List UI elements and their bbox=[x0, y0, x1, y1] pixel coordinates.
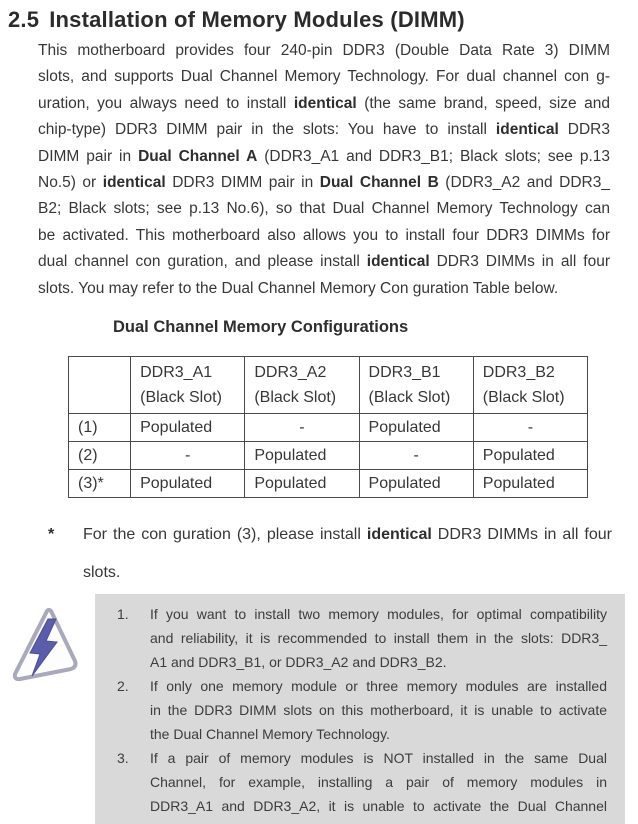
text-line: slots, and supports Dual Channel Memory Technology. For dual channel con g- bbox=[38, 68, 610, 86]
note-item bbox=[117, 674, 607, 746]
text-line: If only one memory module or three memory modules are installed bbox=[150, 678, 607, 695]
footnote-text bbox=[83, 516, 612, 592]
table-cell: Populated bbox=[131, 414, 245, 442]
section-heading bbox=[8, 7, 638, 33]
table-header-row bbox=[69, 357, 588, 414]
table-row bbox=[69, 470, 588, 498]
note-item bbox=[117, 746, 607, 818]
footnote bbox=[48, 516, 612, 592]
table-column-header: DDR3_A2 (Black Slot) bbox=[245, 357, 359, 414]
note-number: 3. bbox=[117, 750, 129, 767]
text-line: in the DDR3 DIMM slots on this motherboard, it is unable to activate bbox=[150, 702, 607, 719]
section-title: Installation of Memory Modules (DIMM) bbox=[49, 7, 465, 32]
text-line: be activated. This motherboard also allows you to install four DDR3 DIMMs for bbox=[38, 226, 610, 244]
table-column-header: DDR3_B2 (Black Slot) bbox=[473, 357, 587, 414]
text-line: DDR3_A1 and DDR3_A2, it is unable to activate the Dual Channel bbox=[150, 798, 607, 815]
text-line: This motherboard provides four 240-pin DDR3 (Double Data Rate 3) DIMM bbox=[38, 42, 610, 59]
text-line: slots. You may refer to the Dual Channel Memory Con guration Table below. bbox=[38, 279, 559, 297]
table-cell: Populated bbox=[359, 470, 473, 498]
table-cell: Populated bbox=[131, 470, 245, 498]
table-corner-cell bbox=[69, 357, 131, 414]
table-body bbox=[69, 414, 588, 498]
table-cell: Populated bbox=[245, 442, 359, 470]
text-line: No.5) or identical DDR3 DIMM pair in Dual Channel B (DDR3_A2 and DDR3_ bbox=[38, 174, 610, 192]
text-line: B2; Black slots; see p.13 No.6), so that Dual Channel Memory Technology can bbox=[38, 200, 610, 218]
note-text bbox=[150, 674, 607, 746]
table-cell: Populated bbox=[473, 470, 587, 498]
text-line: If a pair of memory modules is NOT installed in the same Dual bbox=[150, 750, 607, 767]
table-row bbox=[69, 442, 588, 470]
text-line: DIMM pair in Dual Channel A (DDR3_A1 and DDR3_B1; Black slots; see p.13 bbox=[38, 147, 610, 165]
footnote-asterisk: * bbox=[48, 526, 55, 544]
text-line: For the con guration (3), please install identical DDR3 DIMMs in all four bbox=[83, 526, 612, 544]
text-line: If you want to install two memory modules, for optimal compatibility bbox=[150, 606, 607, 623]
note-item bbox=[117, 602, 607, 674]
text-line: A1 and DDR3_B1, or DDR3_A2 and DDR3_B2. bbox=[150, 654, 447, 671]
table-title: Dual Channel Memory Configurations bbox=[113, 318, 409, 337]
notes-panel bbox=[95, 594, 625, 824]
text-line: uration, you always need to install identical (the same brand, speed, size and bbox=[38, 94, 610, 112]
table-row bbox=[69, 414, 588, 442]
text-line: the Dual Channel Memory Technology. bbox=[150, 726, 390, 743]
text-line: Channel, for example, installing a pair of memory modules in bbox=[150, 774, 607, 791]
table-cell: Populated bbox=[359, 414, 473, 442]
table-header bbox=[69, 357, 588, 414]
note-text bbox=[150, 602, 607, 674]
text-line: slots. bbox=[83, 564, 121, 582]
row-label-cell: (3)* bbox=[69, 470, 131, 498]
section-number: 2.5 bbox=[8, 7, 40, 32]
note-number: 2. bbox=[117, 678, 129, 695]
table-cell: Populated bbox=[245, 470, 359, 498]
table-cell: - bbox=[131, 442, 245, 470]
text-line: chip-type) DDR3 DIMM pair in the slots: You have to install identical DDR3 bbox=[38, 121, 610, 139]
table-cell: - bbox=[359, 442, 473, 470]
table-column-header: DDR3_A1 (Black Slot) bbox=[131, 357, 245, 414]
memory-config-table bbox=[68, 356, 588, 498]
row-label-cell: (1) bbox=[69, 414, 131, 442]
table-cell: - bbox=[245, 414, 359, 442]
text-line: dual channel con guration, and please install identical DDR3 DIMMs in all four bbox=[38, 253, 610, 271]
warning-lightning-icon bbox=[11, 606, 81, 684]
note-number: 1. bbox=[117, 606, 129, 623]
text-line: and reliability, it is recommended to install them in the slots: DDR3_ bbox=[150, 630, 607, 647]
table-cell: - bbox=[473, 414, 587, 442]
note-text bbox=[150, 746, 607, 818]
table-cell: Populated bbox=[473, 442, 587, 470]
table-column-header: DDR3_B1 (Black Slot) bbox=[359, 357, 473, 414]
row-label-cell: (2) bbox=[69, 442, 131, 470]
intro-paragraph bbox=[38, 38, 610, 302]
